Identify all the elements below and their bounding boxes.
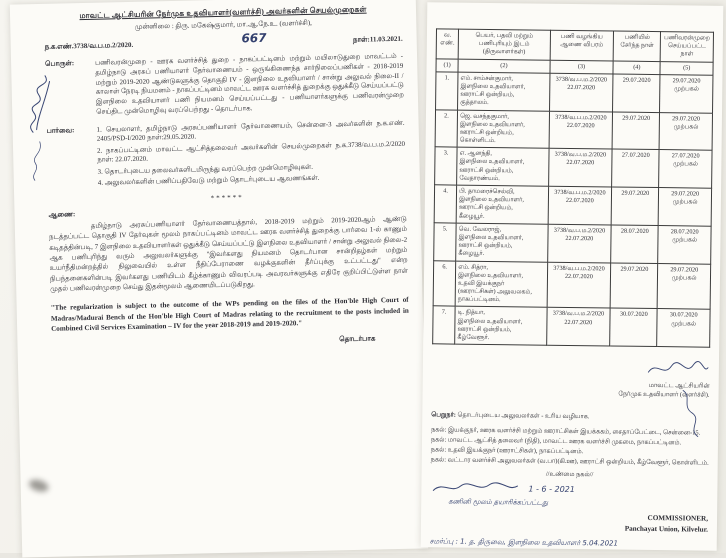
- col-number: (5): [660, 61, 713, 75]
- copy-line: நகல்: உதவி இயக்குநர் (ஊராட்சிகள்), நாகப்பட்டினம்.: [430, 446, 584, 456]
- table-row: [434, 185, 711, 226]
- computer-generated-note: கணினி மூலம் தயாரிக்கப்பட்டது: [448, 497, 549, 507]
- reference-item: 4. அலுவலர்களின் பணிப்பதிவேடு மற்றும் தொடர்புடைய ஆவணங்கள்.: [97, 175, 320, 188]
- copies-block: [431, 426, 709, 469]
- cell-regularized-date: 29.07.2020 முற்பகல்: [657, 263, 710, 310]
- cell-serial: 5.: [434, 223, 457, 261]
- reference-item: 1. செயலாளர், தமிழ்நாடு அரசுப்பணியாளர் தேர்வாணையம், சென்னை-3 அவர்களின் ந.க.எண். 2405/PSD-I/2020 நாள்:29.05.2020.: [96, 119, 405, 144]
- references-block: [47, 119, 406, 192]
- col-header-order: பணி வழங்கிய ஆணை விபரம்: [550, 30, 614, 60]
- handwritten-number: 667: [241, 30, 267, 46]
- references-label: பார்வை:: [46, 127, 75, 135]
- cell-serial: 2.: [435, 109, 458, 147]
- table-row: [435, 147, 712, 188]
- table-row: [436, 72, 713, 113]
- cell-name: டி. நித்யா, இளநிலை உதவியாளர், ஊராட்சி ஒன்றியம், கீழ்வேளூர்.: [455, 307, 547, 346]
- cell-joined-date: 27.07.2020: [612, 149, 660, 187]
- cell-serial: 7.: [433, 306, 456, 344]
- recipient-label: பெறுநர்:: [431, 411, 456, 419]
- section-separator: ******: [210, 193, 244, 203]
- proceedings-date: நாள்:11.03.2021.: [352, 34, 403, 44]
- col-header-joined: பணியில் சேர்ந்த நாள்: [613, 31, 660, 61]
- true-copy-note: //உண்மை நகல்//: [545, 470, 594, 479]
- cell-name: பி. தாமரைச்செல்வி, இளநிலை உதவியாளர், ஊராட்சி ஒன்றியம், கீழையூர்.: [456, 185, 548, 224]
- order-body-text: தமிழ்நாடு அரசுப்பணியாளர் தேர்வாணையத்தால், 2018-2019 மற்றும் 2019-2020ஆம் ஆண்டு நடத்தப்பட்ட தொகுதி IV தேர்வுகள் மூலம் நாகப்பட்டினம் மாவட்ட ஊரக வளர்ச்சித் துறைக்கு பார்வை 1-ல் காணும் கடிதத்தின்படி, 7 இளநிலை உதவியாளர்கள் ஒதுக்கீடு செய்யப்பட்டு இளநிலை உதவியாளர் / சான்று அலுவல் நிலை-2 ஆக பணிபுரிந்து வரும் அலுவலர்களுக்கு "இவர்களது நியமனம் தொடர்பான சான்றிதழ்கள் மற்றும் உயர்நீதிமன்றத்தில் நிலுவையில் உள்ள நீதிப்பேராணை வழக்குகளின் தீர்ப்புக்கு உட்பட்டது" என்ற நிபந்தனைகளின்படி இவர்களது பணியிடம் கீழ்க்காணும் விவரப்படி அவரவர்களுக்கு எதிரே குறிப்பிட்டுள்ள நாள் முதல் பணிவரன்முறை செய்து இதன்மூலம் ஆணையிடப்படுகிறது.: [48, 215, 409, 293]
- cell-serial: 3.: [435, 147, 458, 185]
- table-row: [435, 109, 712, 150]
- cell-name: எ. ஆனந்தி, இளநிலை உதவியாளர், ஊராட்சி ஒன்றியம், வேதாரண்யம்.: [457, 147, 549, 186]
- cell-order-ref: 3738/வ.ப.ம.2/2020 22.07.2020: [546, 308, 610, 347]
- cell-joined-date: 30.07.2020: [610, 308, 658, 346]
- col-number: (1): [436, 58, 458, 71]
- cell-joined-date: 29.07.2020: [610, 262, 658, 309]
- subject-text: பணிவரன்முறை - ஊரக வளர்ச்சித் துறை - நாகப்பட்டினம் மற்றும் மயிலாடுதுறை மாவட்டம் - தமிழ்நாடு அரசுப் பணியாளர் தேர்வாணையம் - ஒருங்கிணைந்த சார்நிலைப்பணிகள் - 2018-2019 மற்றும் 2019-2020 ஆண்டுகளுக்கு தொகுதி IV - இளநிலை உதவியாளர் / சான்று அலுவல் நிலை-II / காலாள் நேரடி நியமனம் - நாகப்பட்டினம் மாவட்ட ஊரக வளர்ச்சித் துறைக்கு ஒதுக்கீடு செய்யப்பட்டு இளநிலை உதவியாளர் பணி நியமனம் செய்யப்பட்டது - பணியாளர்களுக்கு பணிவரன்முறை செய்திட முன்மொழிவு வரப்பெற்றது - தொடர்பாக.: [95, 52, 405, 116]
- page-left: [10, 0, 428, 558]
- cell-order-ref: 3738/வ.ப.ம.2/2020 22.07.2020: [548, 186, 612, 225]
- english-condition-note: "The regularization is subject to the outcome of the WPs pending on the files of the Hon'ble High Court of Madras/Madurai Bench of the Hon'ble High Court of Madras relating to the recruitment to the posts included in Combined Civil Services Examination – IV for the year 2018-2019 and 2019-2020.": [50, 296, 409, 333]
- references-list: [97, 119, 406, 191]
- cell-order-ref: 3738/வ.ப.ம.2/2020 22.07.2020: [549, 111, 613, 150]
- recipient-block: [431, 412, 709, 423]
- commissioner-office: Panchayat Union, Kilvelur.: [624, 524, 708, 534]
- col-header-regularized: பணிவரன்முறை செய்யப்பட்ட நாள்: [660, 32, 713, 62]
- cell-joined-date: 29.07.2020: [612, 111, 660, 149]
- cell-order-ref: 3738/வ.ப.ம.2/2020 22.07.2020: [549, 73, 613, 112]
- cell-joined-date: 29.07.2020: [611, 187, 659, 225]
- recipient-text: தொடர்புடைய அலுவலர்கள் - உரிய வழியாக.: [457, 412, 590, 421]
- continuation-note: தொடர்பாக: [339, 334, 376, 344]
- officer-signature-block: [431, 347, 710, 409]
- cell-name: எம். சித்ரா, இளநிலை உதவியாளர், உதவி இயக்குநர் (ஊராட்சிகள்) அலுவலகம், நாகப்பட்டினம்.: [455, 261, 547, 308]
- cell-regularized-date: 30.07.2020 முற்பகல்: [657, 309, 710, 347]
- table-row: [433, 306, 710, 347]
- cell-regularized-date: 29.07.2020 முற்பகல்: [658, 188, 711, 226]
- commissioner-block: [430, 510, 708, 534]
- cell-order-ref: 3738/வ.ப.ம.2/2020 22.07.2020: [547, 224, 611, 263]
- cell-name: எம். சாம்சன்குமார், இளநிலை உதவியாளர், ஊராட்சி ஒன்றியம், குத்தாலம்.: [458, 72, 550, 111]
- table-header-row: [436, 29, 713, 62]
- cell-joined-date: 28.07.2020: [611, 225, 659, 263]
- table-row: [434, 223, 711, 264]
- officer-designation: மாவட்ட ஆட்சியரின் நேர்முக உதவியாளர் (வளர்ச்சி).: [618, 382, 710, 399]
- cell-joined-date: 29.07.2020: [613, 74, 661, 112]
- handwritten-submission-note: சமர்ப்பு : 1. த. திருவை, இளநிலை உதவியாளர் 5.04.2021: [429, 537, 619, 548]
- reference-number: ந.க.எண்.3738/வ.ப.ம.2/2020.: [44, 40, 134, 51]
- col-number: (3): [550, 60, 614, 74]
- cell-serial: 4.: [434, 185, 457, 223]
- commissioner-title: COMMISSIONER,: [647, 514, 709, 523]
- cell-serial: 6.: [433, 260, 456, 306]
- cell-regularized-date: 29.07.2020 முற்பகல்: [659, 112, 712, 150]
- handwritten-date: 1 - 6 - 2021: [528, 484, 575, 494]
- regularization-table: [432, 28, 714, 348]
- cell-order-ref: 3738/வ.ப.ம.2/2020 22.07.2020: [548, 148, 612, 187]
- copy-line: நகல்: வட்டார வளர்ச்சி அலுவலர்கள் (வ.பா)(கி.ஊ), ஊராட்சி ஒன்றியம், கீழ்வேளூர், கொள்ளிடம்.: [430, 456, 709, 467]
- attestation-scribble-icon: [430, 479, 520, 496]
- reference-item: 2. நாகப்பட்டினம் மாவட்ட ஆட்சித்தலைவர் அவர்களின் செயல்முறைகள் ந.க.3738/வ.ப.ம.2/2020 நாள்: 22.07.2020.: [97, 140, 406, 165]
- reference-line: [44, 30, 403, 52]
- subject-label: பொருள்:: [45, 60, 75, 68]
- scan-smudge: [28, 478, 50, 494]
- proceedings-title: மாவட்ட ஆட்சியரின் நேர்முக உதவியாளர்(வளர்ச்சி) அவர்களின் செயல்முறைகள்: [79, 4, 367, 21]
- cell-name: ஜெ. வசந்தகுமார், இளநிலை உதவியாளர், ஊராட்சி ஒன்றியம், கொள்ளிடம்.: [457, 110, 549, 149]
- handwritten-attestation: [430, 479, 708, 498]
- copy-line: நகல்: மாவட்ட ஆட்சித் தலைவர் (நிதி), மாவட்ட ஊரக வளர்ச்சி முகமை, நாகப்பட்டினம்.: [430, 436, 682, 447]
- employee-table-body: [433, 72, 713, 348]
- cell-regularized-date: 28.07.2020 முற்பகல்: [658, 225, 711, 263]
- col-header-name: பெயர், பதவி மற்றும் பணிபுரியும் இடம் (திருவாளர்கள்): [458, 29, 550, 60]
- cell-serial: 1.: [436, 72, 459, 110]
- cell-regularized-date: 27.07.2020 முற்பகல்: [659, 150, 712, 188]
- cell-order-ref: 3738/வ.ப.ம.2/2020 22.07.2020: [547, 262, 611, 309]
- col-number: (4): [613, 61, 660, 75]
- subject-block: [45, 52, 404, 119]
- col-number: (2): [458, 59, 550, 73]
- cell-regularized-date: 29.07.2020 முற்பகல்: [660, 74, 713, 112]
- order-label: ஆணை:: [48, 210, 76, 219]
- reference-item: 3. தொடர்புடைய தலைவர்களிடமிருந்து வரப்பெற்ற முன்மொழிவுகள்.: [97, 163, 313, 176]
- col-header-serial: வ. எண்.: [436, 29, 459, 59]
- table-row: [433, 260, 711, 309]
- presence-line: முன்னிலை : திரு. மகேஷ்குமார், மா.ஆ.நே.உ. (வளர்ச்சி),: [134, 18, 312, 31]
- page-right: [421, 2, 724, 551]
- officer-signature-icon: [646, 359, 710, 380]
- cell-name: வெ. வேலராஜ், இளநிலை உதவியாளர், ஊராட்சி ஒன்றியம், கீழையூர்.: [456, 223, 548, 262]
- copy-line: நகல்: இயக்குநர், ஊரக வளர்ச்சி மற்றும் ஊராட்சிகள் இயக்ககம், சைதாப்பேட்டை, சென்னை-15.: [431, 426, 701, 437]
